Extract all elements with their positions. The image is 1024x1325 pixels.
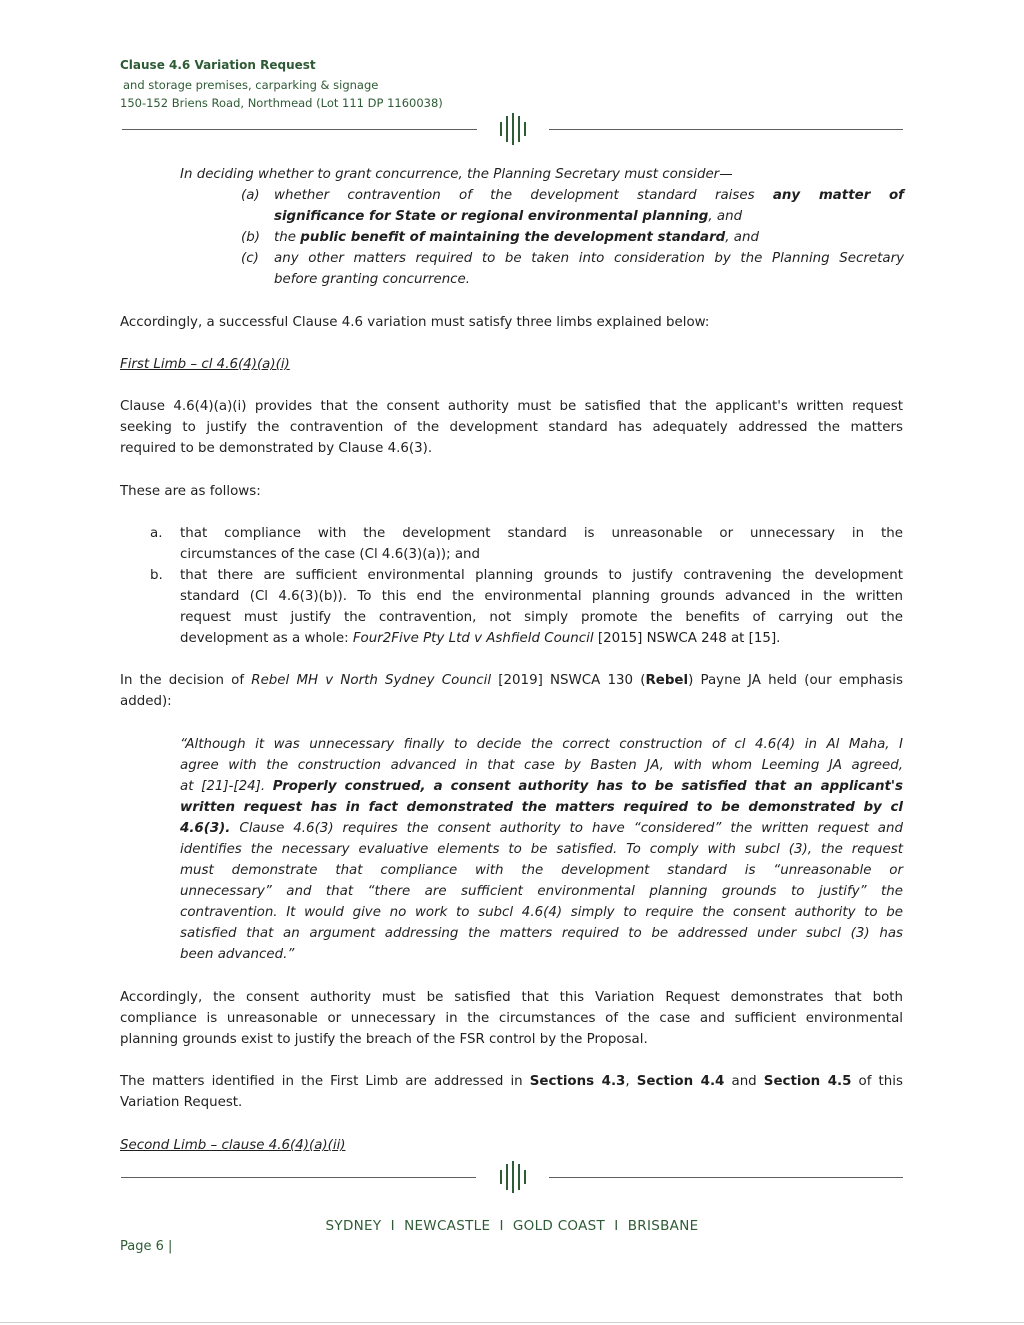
footer-cities: SYDNEY I NEWCASTLE I GOLD COAST I BRISBANE	[325, 1218, 699, 1234]
quote-line4: written request has in fact demonstrated the matters required to be demonstrated by cl	[180, 800, 903, 815]
header-rule-right	[549, 129, 903, 130]
rebel-para-line2: added):	[120, 694, 172, 709]
quote-line10: satisfied that an argument addressing the matters required to be addressed under subcl (3) has	[180, 926, 903, 941]
matters-line2: Variation Request.	[120, 1095, 243, 1110]
header-title: Clause 4.6 Variation Request	[120, 58, 316, 72]
list-b-line1: that there are sufficient environmental planning grounds to justify contravening the development	[180, 568, 903, 583]
page-number: Page 6 |	[120, 1239, 173, 1254]
accordingly-paragraph-1: Accordingly, a successful Clause 4.6 variation must satisfy three limbs explained below:	[120, 315, 710, 330]
consider-c-line2: before granting concurrence.	[274, 272, 471, 287]
header-rule-left	[122, 129, 477, 130]
consider-b-label: (b)	[241, 230, 260, 245]
quote-line11: been advanced.”	[180, 947, 295, 962]
first-limb-para-line3: required to be demonstrated by Clause 4.6(3).	[120, 441, 433, 456]
quote-line5: 4.6(3). Clause 4.6(3) requires the consent authority to have “considered” the written request and	[180, 821, 903, 836]
first-limb-heading: First Limb – cl 4.6(4)(a)(i)	[120, 357, 290, 372]
consider-a-label: (a)	[241, 188, 260, 203]
header-address-line: 150-152 Briens Road, Northmead (Lot 111 DP 1160038)	[120, 96, 443, 110]
accordingly-2-line1: Accordingly, the consent authority must be satisfied that this Variation Request demonstrates that both	[120, 990, 903, 1005]
list-b-label: b.	[150, 568, 163, 583]
second-limb-heading: Second Limb – clause 4.6(4)(a)(ii)	[120, 1138, 346, 1153]
first-limb-para-line1: Clause 4.6(4)(a)(i) provides that the consent authority must be satisfied that the applicant's written request	[120, 399, 903, 414]
list-a-label: a.	[150, 526, 163, 541]
consider-intro: In deciding whether to grant concurrence, the Planning Secretary must consider—	[180, 167, 733, 182]
footer-logo-icon	[499, 1161, 527, 1193]
list-b-line2: standard (Cl 4.6(3)(b)). To this end the environmental planning grounds advanced in the written	[180, 589, 903, 604]
page-bottom-edge	[0, 1322, 1024, 1323]
quote-line3: at [21]-[24]. Properly construed, a consent authority has to be satisfied that an applicant's	[180, 779, 903, 794]
quote-line8: unnecessary” and that “there are sufficient environmental planning grounds to justify” the	[180, 884, 903, 899]
quote-line1: “Although it was unnecessary finally to decide the correct construction of cl 4.6(4) in Al Maha, I	[180, 737, 903, 752]
consider-c-line1: any other matters required to be taken into consideration by the Planning Secretary	[274, 251, 904, 266]
these-are-as-follows: These are as follows:	[120, 484, 261, 499]
rebel-para-line1: In the decision of Rebel MH v North Sydney Council [2019] NSWCA 130 (Rebel) Payne JA held (our emphasis	[120, 673, 903, 688]
consider-c-label: (c)	[241, 251, 259, 266]
brand-logo-icon	[499, 113, 527, 145]
matters-line1: The matters identified in the First Limb are addressed in Sections 4.3, Section 4.4 and Section 4.5 of this	[120, 1074, 903, 1089]
list-b-line3: request must justify the contravention, not simply promote the benefits of carrying out the	[180, 610, 903, 625]
quote-line7: must demonstrate that compliance with the development standard is “unreasonable or	[180, 863, 903, 878]
accordingly-2-line2: compliance is unreasonable or unnecessary in the circumstances of the case and sufficient environmental	[120, 1011, 903, 1026]
consider-a-line2: significance for State or regional environmental planning, and	[274, 209, 743, 224]
footer-rule-right	[549, 1177, 903, 1178]
footer-rule-left	[121, 1177, 476, 1178]
quote-line9: contravention. It would give no work to subcl 4.6(4) simply to require the consent authority to be	[180, 905, 903, 920]
first-limb-para-line2: seeking to justify the contravention of the development standard has adequately addressed the matters	[120, 420, 903, 435]
header-project-line: and storage premises, carparking & signage	[123, 78, 379, 92]
list-a-line2: circumstances of the case (Cl 4.6(3)(a)); and	[180, 547, 481, 562]
accordingly-2-line3: planning grounds exist to justify the breach of the FSR control by the Proposal.	[120, 1032, 648, 1047]
list-b-line4: development as a whole: Four2Five Pty Ltd v Ashfield Council [2015] NSWCA 248 at [15].	[180, 631, 781, 646]
consider-a-line1: whether contravention of the development standard raises any matter of	[274, 188, 904, 203]
consider-b-line: the public benefit of maintaining the development standard, and	[274, 230, 759, 245]
quote-line2: agree with the construction advanced in that case by Basten JA, with whom Leeming JA agreed,	[180, 758, 903, 773]
quote-line6: identifies the necessary evaluative elements to be satisfied. To comply with subcl (3), the request	[180, 842, 903, 857]
list-a-line1: that compliance with the development standard is unreasonable or unnecessary in the	[180, 526, 903, 541]
